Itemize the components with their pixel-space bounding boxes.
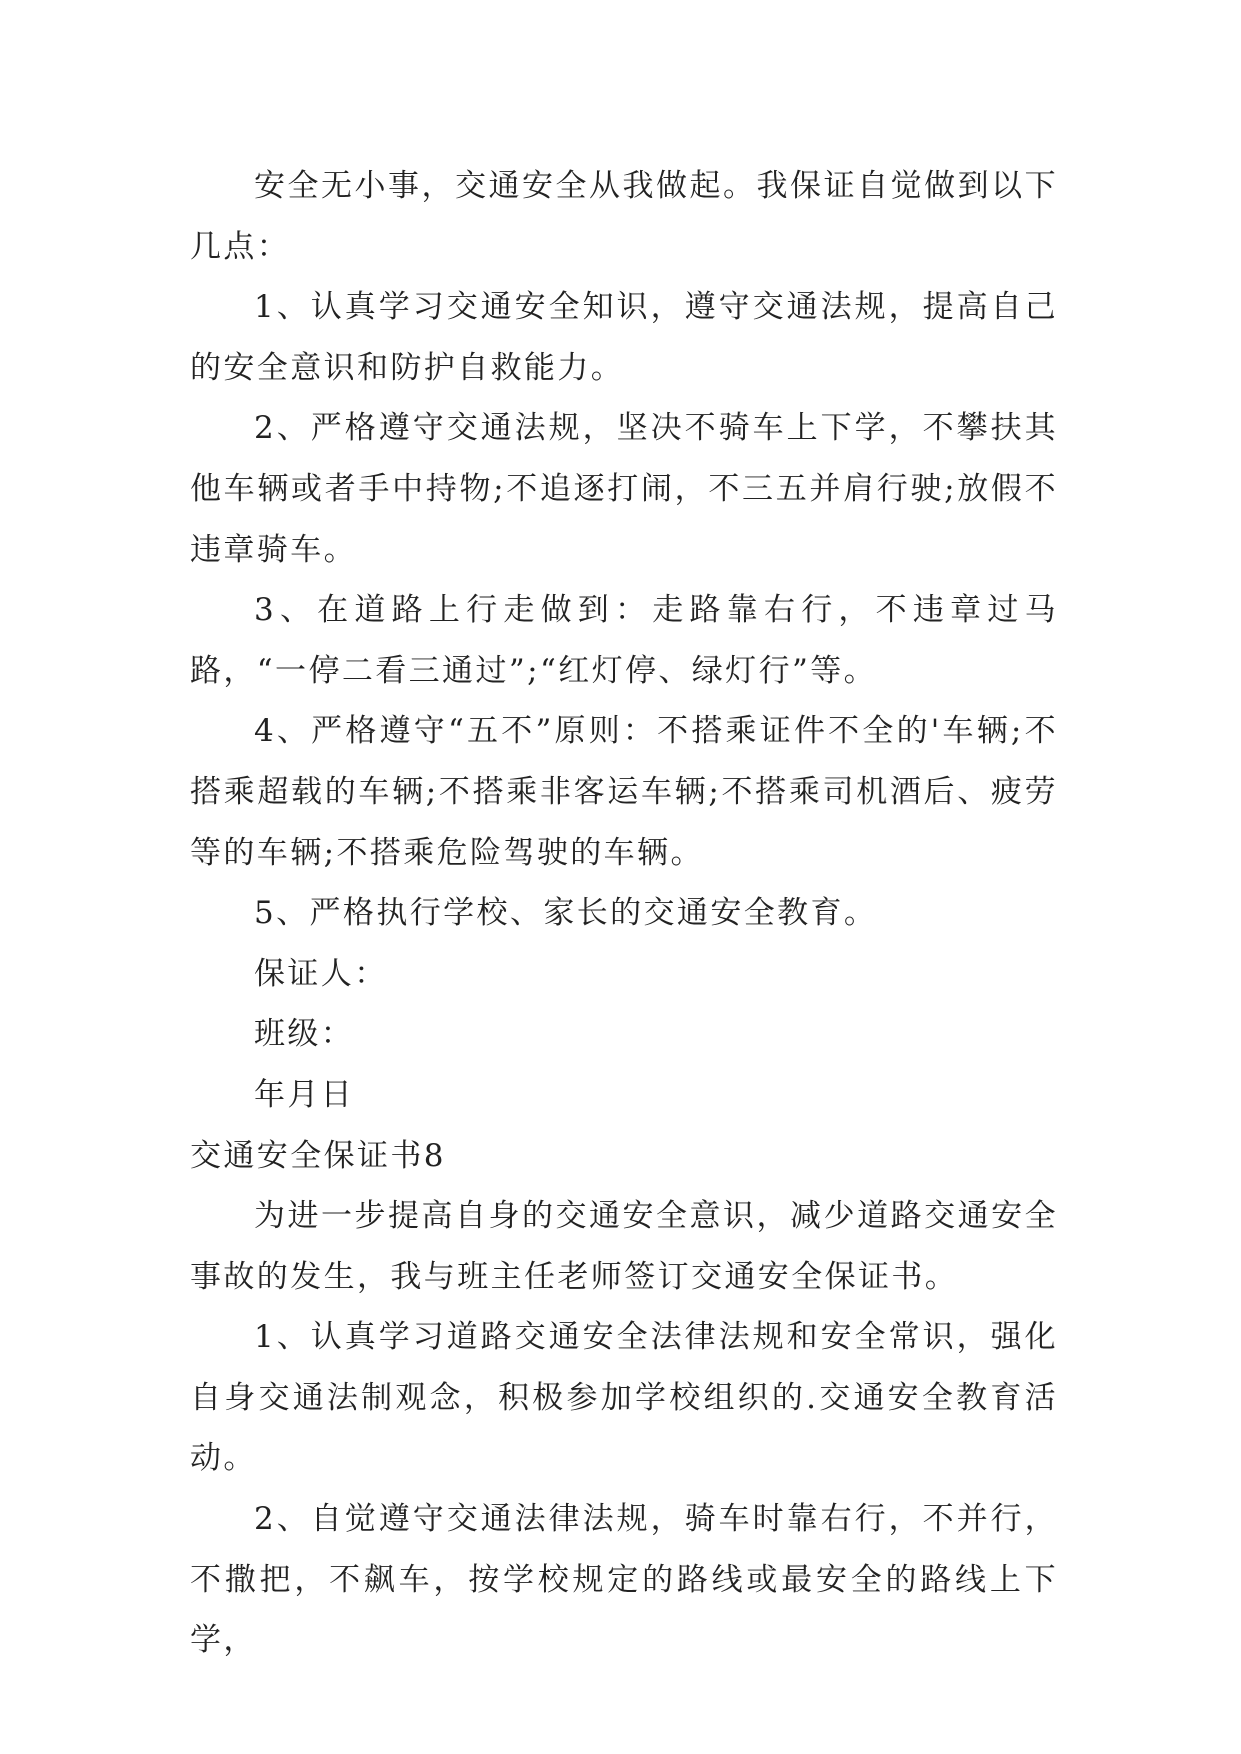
date-label: 年月日 <box>254 1076 355 1113</box>
section-intro-paragraph: 为进一步提高自身的交通安全意识，减少道路交通安全事故的发生，我与班主任老师签订交通安全保证书。 <box>190 1198 1058 1295</box>
document-body <box>190 156 1058 1671</box>
class-label: 班级： <box>254 1016 355 1053</box>
section-item-1: 1、认真学习道路交通安全法律法规和安全常识，强化自身交通法制观念，积极参加学校组织的.交通安全教育活动。 <box>190 1319 1058 1477</box>
section-title: 交通安全保证书8 <box>190 1137 446 1174</box>
pledge-item-3: 3、在道路上行走做到：走路靠右行，不违章过马路，“一停二看三通过”;“红灯停、绿灯行”等。 <box>190 592 1058 689</box>
guarantor-label: 保证人： <box>254 955 388 992</box>
pledge-item-5: 5、严格执行学校、家长的交通安全教育。 <box>254 895 878 932</box>
pledge-item-4: 4、严格遵守“五不”原则：不搭乘证件不全的'车辆;不搭乘超载的车辆;不搭乘非客运车辆;不搭乘司机酒后、疲劳等的车辆;不搭乘危险驾驶的车辆。 <box>190 713 1058 871</box>
pledge-item-2: 2、严格遵守交通法规，坚决不骑车上下学，不攀扶其他车辆或者手中持物;不追逐打闹，不三五并肩行驶;放假不违章骑车。 <box>190 410 1058 568</box>
pledge-item-1: 1、认真学习交通安全知识，遵守交通法规，提高自己的安全意识和防护自救能力。 <box>190 289 1058 386</box>
section-item-2: 2、自觉遵守交通法律法规，骑车时靠右行，不并行，不撒把，不飙车，按学校规定的路线或最安全的路线上下学， <box>190 1501 1058 1659</box>
intro-paragraph: 安全无小事，交通安全从我做起。我保证自觉做到以下几点： <box>190 168 1058 265</box>
